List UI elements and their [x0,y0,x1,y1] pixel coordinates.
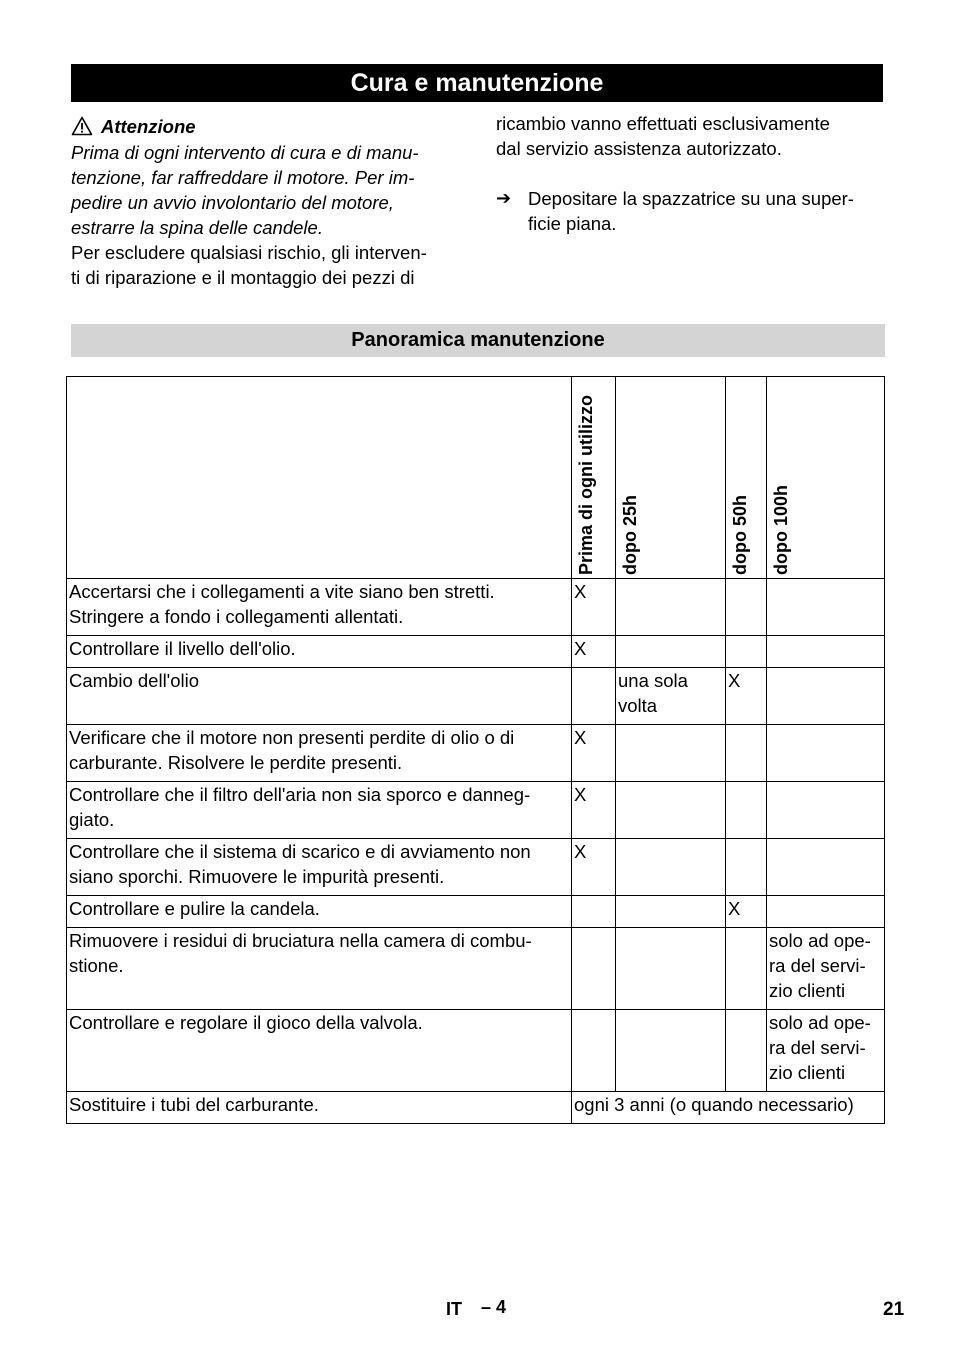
instruction-step [496,186,888,236]
table-row [67,928,885,1010]
maintenance-table [66,376,885,1124]
warning-triangle-icon [71,116,93,136]
schedule-cell [572,928,616,1010]
schedule-cell: X [572,579,616,636]
table-header-row [67,377,885,579]
warning-heading-text: Attenzione [101,115,196,137]
schedule-cell [572,668,616,725]
schedule-cell [616,896,726,928]
task-cell: Controllare il livello dell'olio. [67,636,572,668]
warning-text-line: tenzione, far raffreddare il motore. Per im- [71,167,415,188]
step-text-line: ficie piana. [528,213,617,234]
schedule-cell [616,1010,726,1092]
task-cell: Accertarsi che i collegamenti a vite siano ben stretti. Stringere a fondo i collegamenti allentati. [67,579,572,636]
table-row [67,1010,885,1092]
task-cell: Controllare e pulire la candela. [67,896,572,928]
schedule-cell: X [726,896,767,928]
right-column [496,111,888,236]
schedule-cell [616,636,726,668]
schedule-cell [767,782,885,839]
schedule-cell [726,725,767,782]
schedule-cell: X [572,839,616,896]
schedule-cell [767,896,885,928]
warning-text-line: estrarre la spina delle candele. [71,217,323,238]
schedule-cell [616,725,726,782]
task-cell: Cambio dell'olio [67,668,572,725]
schedule-cell [616,928,726,1010]
schedule-cell [767,579,885,636]
warning-heading [71,112,466,140]
schedule-cell: X [572,725,616,782]
warning-block [71,112,466,290]
table-row [67,839,885,896]
task-cell: Sostituire i tubi del carburante. [67,1092,572,1124]
body-text-line: dal servizio assistenza autorizzato. [496,138,782,159]
schedule-cell: solo ad ope- ra del servi- zio clienti [767,1010,885,1092]
page-number: 21 [883,1299,905,1320]
footer-section-page: – 4 [481,1297,507,1317]
task-cell: Rimuovere i residui di bruciatura nella camera di combu- stione. [67,928,572,1010]
schedule-cell [572,1010,616,1092]
table-row [67,1092,885,1124]
arrow-right-icon: ➔ [496,188,512,208]
footer-language: IT [446,1299,462,1319]
body-text-line: Per escludere qualsiasi rischio, gli interven- [71,242,427,263]
task-cell: Controllare che il sistema di scarico e di avviamento non siano sporchi. Rimuovere le impurità presenti. [67,839,572,896]
schedule-cell [767,725,885,782]
body-text-line: ti di riparazione e il montaggio dei pezzi di [71,267,415,288]
body-text-line: ricambio vanno effettuati esclusivamente [496,113,830,134]
subsection-title: Panoramica manutenzione [71,324,885,357]
section-title: Cura e manutenzione [71,64,883,102]
schedule-cell [616,579,726,636]
table-row [67,668,885,725]
header-cell: Prima di ogni utilizzo [572,377,616,579]
schedule-cell [616,782,726,839]
task-cell: Controllare e regolare il gioco della valvola. [67,1010,572,1092]
schedule-cell [767,839,885,896]
table-row [67,782,885,839]
schedule-cell [767,636,885,668]
schedule-cell [726,636,767,668]
schedule-cell: X [572,782,616,839]
schedule-cell [726,839,767,896]
schedule-cell [767,668,885,725]
step-text-line: Depositare la spazzatrice su una super- [528,188,854,209]
schedule-cell [726,1010,767,1092]
schedule-cell [726,579,767,636]
table-row [67,896,885,928]
table-row [67,725,885,782]
table-row [67,579,885,636]
task-cell: Controllare che il filtro dell'aria non sia sporco e danneg- giato. [67,782,572,839]
task-cell: Verificare che il motore non presenti perdite di olio o di carburante. Risolvere le perdite presenti. [67,725,572,782]
schedule-cell: X [726,668,767,725]
schedule-cell: una sola volta [616,668,726,725]
warning-text-line: pedire un avvio involontario del motore, [71,192,394,213]
schedule-cell: solo ad ope- ra del servi- zio clienti [767,928,885,1010]
schedule-span-cell: ogni 3 anni (o quando necessario) [572,1092,885,1124]
schedule-cell: X [572,636,616,668]
header-cell: dopo 25h [616,377,726,579]
schedule-cell [726,782,767,839]
warning-text-line: Prima di ogni intervento di cura e di manu- [71,142,419,163]
schedule-cell [616,839,726,896]
table-row [67,636,885,668]
schedule-cell [726,928,767,1010]
header-task-cell [67,377,572,579]
header-cell: dopo 100h [767,377,885,579]
schedule-cell [572,896,616,928]
header-cell: dopo 50h [726,377,767,579]
